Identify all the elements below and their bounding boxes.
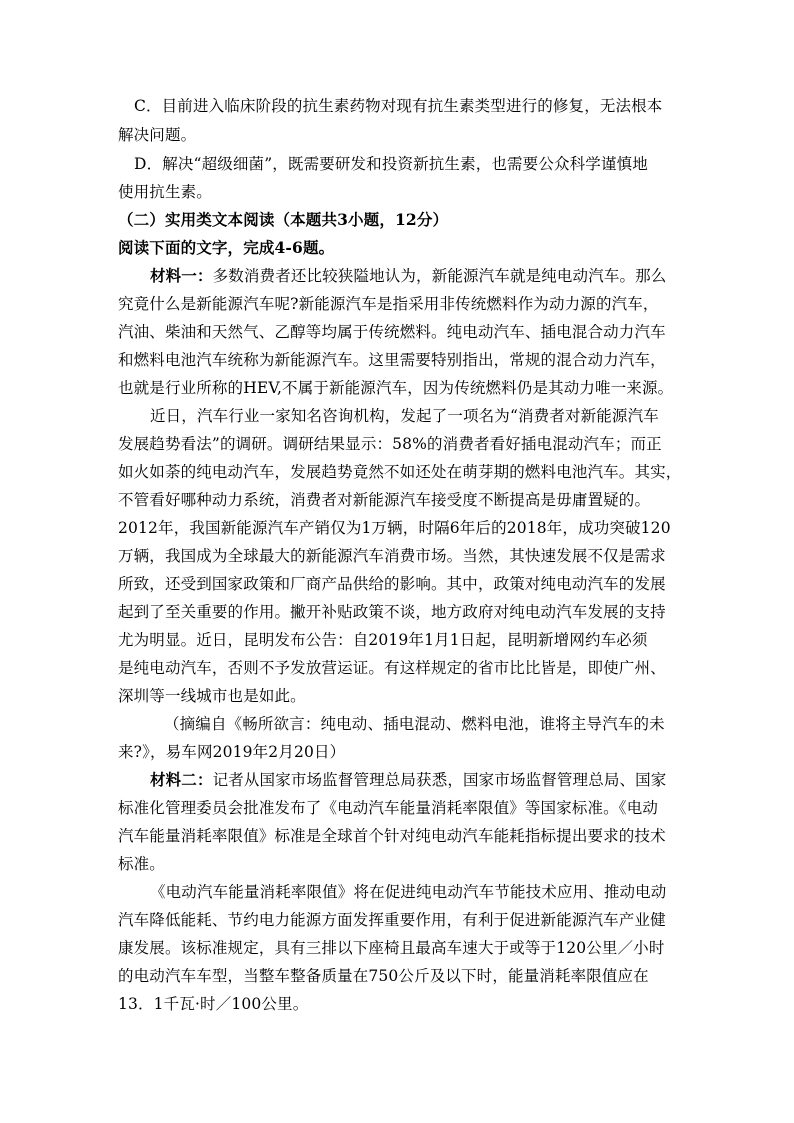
material2-p2-line-2: 汽车降低能耗、节约电力能源方面发挥重要作用，有利于促进新能源汽车产业健: [118, 911, 666, 929]
material2-label: 材料二：: [150, 770, 213, 789]
material1-p2-line-10: 是纯电动汽车，否则不予发放营运证。有这样规定的省市比比皆是，即使广州、: [118, 659, 666, 677]
material2-p2-line-4: 的电动汽车车型，当整车整备质量在750公斤及以下时，能量消耗率限值应在: [118, 967, 649, 985]
material1-label: 材料一：: [150, 266, 213, 285]
material1-p2-line-2: 发展趋势看法”的调研。调研结果显示：58%的消费者看好插电混动汽车；而正: [118, 435, 662, 453]
material2-p1-line-3: 汽车能量消耗率限值》标准是全球首个针对纯电动汽车能耗指标提出要求的技术: [118, 827, 666, 845]
material2-p1-line-1: 材料二：记者从国家市场监督管理总局获悉，国家市场监督管理总局、国家: [150, 770, 667, 789]
option-c-line-1: C．目前进入临床阶段的抗生素药物对现有抗生素类型进行的修复，无法根本: [134, 97, 663, 115]
material1-source-line-2: 来?》，易车网2019年2月20日）: [118, 743, 346, 761]
material1-p2-line-6: 万辆，我国成为全球最大的新能源汽车消费市场。当然，其快速发展不仅是需求: [118, 547, 666, 565]
section-instruction: 阅读下面的文字，完成4-6题。: [118, 238, 335, 257]
material2-p1-line-2: 标准化管理委员会批准发布了《电动汽车能量消耗率限值》等国家标准。《电动: [118, 799, 659, 817]
material2-p2-line-3: 康发展。该标准规定，具有三排以下座椅且最高车速大于或等于120公里／小时: [118, 939, 665, 957]
material1-p2-line-9: 尤为明显。近日，昆明发布公告：自2019年1月1日起，昆明新增网约车必须: [118, 631, 648, 649]
section-heading: （二）实用类文本阅读（本题共3小题，12分）: [118, 210, 449, 229]
material1-p1-line-3: 汽油、柴油和天然气、乙醇等均属于传统燃料。纯电动汽车、插电混合动力汽车: [118, 323, 666, 341]
material1-p2-line-11: 深圳等一线城市也是如此。: [118, 687, 306, 705]
option-d-line-2: 使用抗生素。: [118, 183, 212, 201]
material1-p2-line-3: 如火如荼的纯电动汽车，发展趋势竟然不如还处在萌芽期的燃料电池汽车。其实，: [118, 463, 682, 481]
material1-p1-line-4: 和燃料电池汽车统称为新能源汽车。这里需要特别指出，常规的混合动力汽车，: [118, 351, 666, 369]
material1-p2-line-8: 起到了至关重要的作用。撇开补贴政策不谈，地方政府对纯电动汽车发展的支持: [118, 603, 666, 621]
material1-p2-line-5: 2012年，我国新能源汽车产销仅为1万辆，时隔6年后的2018年，成功突破120: [118, 519, 671, 537]
material2-p2-line-5: 13．1千瓦·时／100公里。: [118, 995, 309, 1013]
material1-p2-line-7: 所致，还受到国家政策和厂商产品供给的影响。其中，政策对纯电动汽车的发展: [118, 575, 666, 593]
material1-p1-line-5: 也就是行业所称的HEV,不属于新能源汽车，因为传统燃料仍是其动力唯一来源。: [118, 379, 674, 397]
material2-p1-line-4: 标准。: [118, 855, 165, 873]
material1-p2-line-1: 近日，汽车行业一家知名咨询机构，发起了一项名为“消费者对新能源汽车: [150, 407, 659, 425]
material1-p2-line-4: 不管看好哪种动力系统，消费者对新能源汽车接受度不断提高是毋庸置疑的。: [118, 491, 651, 509]
option-c-line-2: 解决问题。: [118, 126, 197, 144]
material1-p1-line-2: 究竟什么是新能源汽车呢?新能源汽车是指采用非传统燃料作为动力源的汽车，: [118, 295, 659, 313]
material1-source-line-1: （摘编自《畅所欲言：纯电动、插电混动、燃料电池，谁将主导汽车的未: [164, 715, 665, 733]
material2-p2-line-1: 《电动汽车能量消耗率限值》将在促进纯电动汽车节能技术应用、推动电动: [150, 883, 667, 901]
material1-p1-line-1: 材料一：多数消费者还比较狭隘地认为，新能源汽车就是纯电动汽车。那么: [150, 266, 667, 285]
option-d-line-1: D．解决“超级细菌”，既需要研发和投资新抗生素，也需要公众科学谨慎地: [134, 155, 648, 173]
